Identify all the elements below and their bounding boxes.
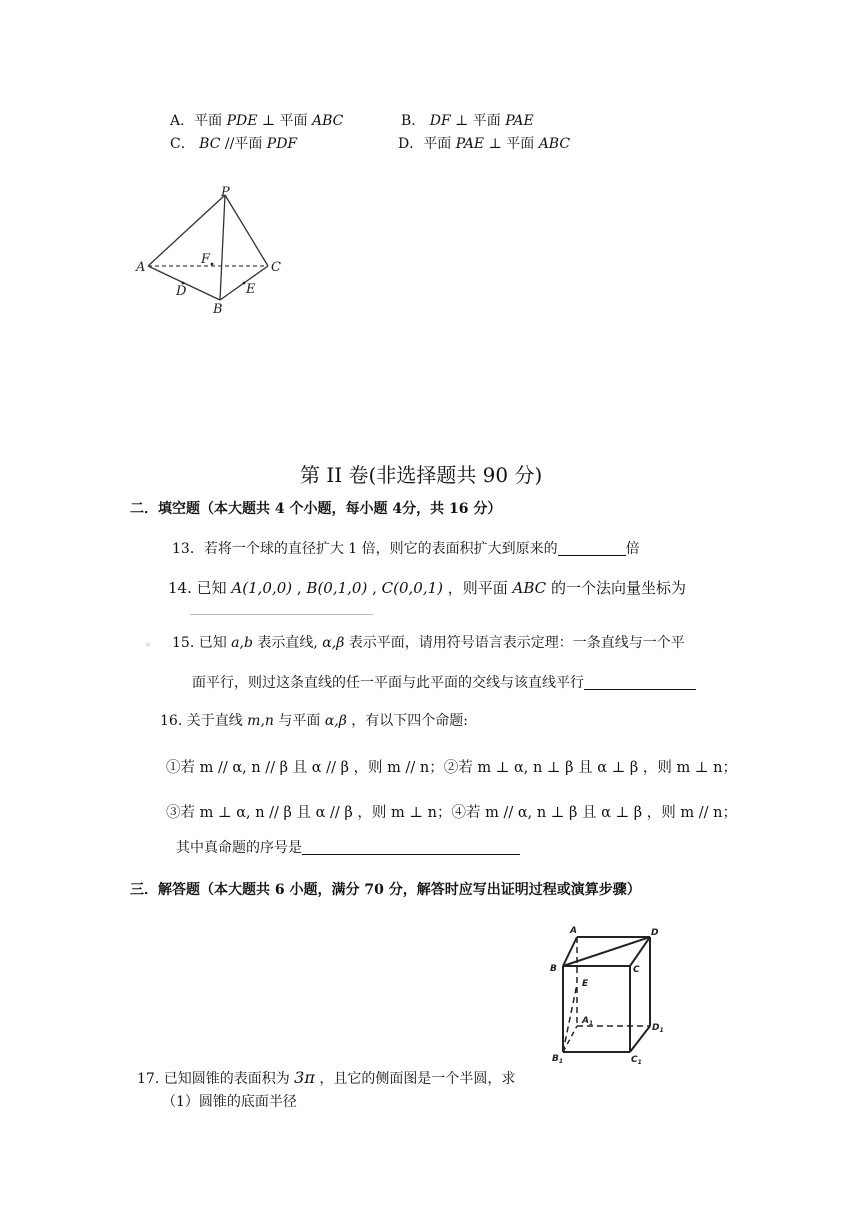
label-c: C: [633, 965, 640, 975]
diagonal-bd: [563, 937, 650, 966]
choice-a: A．平面 PDE ⊥ 平面 ABC: [170, 113, 344, 129]
choice-d: D．平面 PAE ⊥ 平面 ABC: [398, 136, 571, 152]
point-f: [211, 263, 214, 266]
label-d: D: [651, 928, 659, 938]
label-e: E: [246, 282, 256, 297]
question-15-line2: 面平行，则过这条直线的任一平面与此平面的交线与该直线平行: [192, 672, 696, 692]
label-a1: $A_1$: [582, 1016, 594, 1027]
question-16-row2: ③若 m ⊥ α, n // β 且 α // β ，则 m ⊥ n；④若 m // α, n ⊥ β 且 α ⊥ β ，则 m // n；: [166, 805, 737, 821]
segment-b1e-hidden: [563, 984, 577, 1052]
label-a: A: [136, 260, 146, 275]
question-13: 13．若将一个球的直径扩大 1 倍，则它的表面积扩大到原来的 倍: [172, 541, 640, 557]
edge-pb: [220, 195, 225, 300]
label-b1: $B_1$: [552, 1054, 564, 1065]
label-a: A: [570, 926, 577, 936]
pyramid-figure: [130, 182, 290, 317]
question-15-line1: 15. 已知 a,b 表示直线, α,β 表示平面，请用符号语言表示定理：一条直线与一个平: [172, 635, 685, 651]
edge-c1d1: [630, 1026, 650, 1052]
question-17: 17. 已知圆锥的表面积为 3π ，且它的侧面图是一个半圆，求: [137, 1068, 516, 1087]
edge-pa: [148, 195, 225, 266]
label-f: F: [201, 252, 211, 267]
prism-figure: [540, 922, 680, 1072]
label-c: C: [271, 260, 281, 275]
answer-line-14[interactable]: [190, 614, 373, 615]
label-c1: $C_1$: [631, 1055, 642, 1066]
label-b: B: [550, 964, 557, 974]
section3-heading: 三．解答题（本大题共 6 小题，满分 70 分，解答时应写出证明过程或演算步骤）: [130, 882, 641, 898]
question-16-intro: 16. 关于直线 m,n 与平面 α,β ，有以下四个命题:: [160, 713, 468, 729]
point-e: [243, 282, 246, 285]
volume-title: 第 II 卷(非选择题共 90 分): [300, 463, 543, 487]
label-d1: $D_1$: [652, 1023, 664, 1034]
label-d: D: [176, 284, 187, 299]
edge-pc: [225, 195, 268, 266]
choice-b: B． DF ⊥ 平面 PAE: [401, 113, 534, 129]
stray-mark: 。: [146, 635, 157, 648]
question-17-sub1: （1）圆锥的底面半径: [162, 1094, 297, 1110]
answer-blank-13[interactable]: [558, 539, 626, 556]
choice-c: C． BC //平面 PDF: [170, 136, 298, 152]
answer-blank-16[interactable]: [302, 838, 520, 855]
label-b: B: [213, 302, 223, 317]
question-16-conclusion: 其中真命题的序号是: [176, 837, 520, 857]
section2-heading: 二．填空题（本大题共 4 个小题，每小题 4分，共 16 分）: [130, 501, 502, 517]
answer-blank-15[interactable]: [584, 673, 696, 690]
label-e: E: [582, 979, 589, 989]
question-16-row1: ①若 m // α, n // β 且 α // β ，则 m // n；②若 m ⊥ α, n ⊥ β 且 α ⊥ β ，则 m ⊥ n；: [166, 760, 737, 776]
label-p: P: [221, 185, 230, 200]
question-14: 14. 已知 A(1,0,0) , B(0,1,0) , C(0,0,1) ，则平面 ABC 的一个法向量坐标为: [168, 579, 686, 597]
